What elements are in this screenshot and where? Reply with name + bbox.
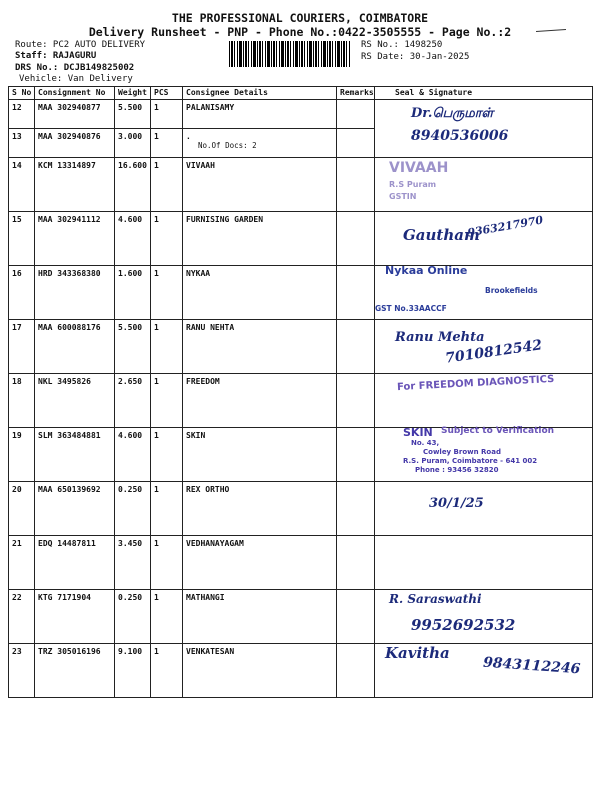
consignment-cell: MAA 650139692 [35, 482, 115, 536]
stamp-text: Cowley Brown Road [423, 448, 501, 456]
runsheet-table [8, 86, 593, 698]
signature-cell [375, 212, 593, 266]
remarks-cell [337, 212, 375, 266]
weight-cell: 3.450 [115, 536, 151, 590]
remarks-cell [337, 320, 375, 374]
stamp-text: For FREEDOM DIAGNOSTICS [396, 373, 555, 394]
consignment-cell: TRZ 305016196 [35, 644, 115, 698]
stamp-text: VIVAAH [389, 160, 449, 176]
col-weight: Weight [115, 87, 151, 100]
handwritten-name: Kavitha [385, 644, 450, 662]
vehicle-label: Vehicle: Van Delivery [19, 74, 133, 84]
handwritten-phone: 8940536006 [411, 128, 509, 144]
weight-cell: 2.650 [115, 374, 151, 428]
sno-cell: 16 [9, 266, 35, 320]
handwritten-phone: 9843112246 [482, 654, 581, 678]
signature-cell [375, 482, 593, 536]
consignment-cell: MAA 302940876 [35, 129, 115, 158]
handwritten-phone: 9952692532 [411, 616, 516, 634]
remarks-cell [337, 374, 375, 428]
pcs-cell: 1 [151, 536, 183, 590]
stamp-text: GST No.33AACCF [375, 304, 447, 313]
sno-cell: 18 [9, 374, 35, 428]
weight-cell: 5.500 [115, 320, 151, 374]
pcs-cell: 1 [151, 428, 183, 482]
consignment-cell: KCM 13314897 [35, 158, 115, 212]
handwritten-name: Dr.பெருமாள் [411, 106, 494, 121]
table-row [9, 536, 593, 590]
rs-number: RS No.: 1498250 [361, 40, 443, 50]
table-row [9, 644, 593, 698]
pcs-cell: 1 [151, 212, 183, 266]
consignee-cell: FURNISING GARDEN [183, 212, 337, 266]
stamp-text: Phone : 93456 32820 [415, 466, 499, 474]
runsheet-subtitle: Delivery Runsheet - PNP - Phone No.:0422-3505555 - Page No.:2 [88, 25, 512, 39]
consignee-dot: . [186, 132, 191, 141]
signature-cell [375, 158, 593, 212]
table-row [9, 320, 593, 374]
weight-cell: 0.250 [115, 482, 151, 536]
remarks-cell [337, 100, 375, 129]
sno-cell: 14 [9, 158, 35, 212]
col-signature: Seal & Signature [375, 87, 593, 100]
pcs-cell: 1 [151, 266, 183, 320]
weight-cell: 0.250 [115, 590, 151, 644]
consignment-cell: SLM 363484881 [35, 428, 115, 482]
consignee-cell: MATHANGI [183, 590, 337, 644]
drs-label: DRS No.: DCJB149825002 [15, 63, 135, 73]
stamp-text: GSTIN [389, 192, 417, 201]
signature-cell [375, 100, 593, 158]
stamp-text: R.S Puram [389, 180, 437, 189]
sno-cell: 23 [9, 644, 35, 698]
pcs-cell: 1 [151, 482, 183, 536]
consignee-cell: FREEDOM [183, 374, 337, 428]
weight-cell: 5.500 [115, 100, 151, 129]
table-row [9, 590, 593, 644]
table-row [9, 482, 593, 536]
staff-label: Staff: RAJAGURU [15, 51, 97, 61]
weight-cell: 3.000 [115, 129, 151, 158]
remarks-cell [337, 590, 375, 644]
stamp-text: Subject to Verification [441, 426, 555, 436]
remarks-cell [337, 482, 375, 536]
consignee-cell: REX ORTHO [183, 482, 337, 536]
remarks-cell [337, 428, 375, 482]
table-row [9, 428, 593, 482]
handwritten-date: 30/1/25 [429, 496, 484, 511]
handwritten-name: Ranu Mehta [395, 330, 485, 345]
consignee-cell [183, 129, 337, 158]
weight-cell: 16.600 [115, 158, 151, 212]
pcs-cell: 1 [151, 320, 183, 374]
stamp-text: Brookefields [485, 286, 538, 295]
pcs-cell: 1 [151, 590, 183, 644]
table-row [9, 374, 593, 428]
table-row [9, 100, 593, 129]
signature-cell [375, 428, 593, 482]
pcs-cell: 1 [151, 100, 183, 129]
stamp-text: Nykaa Online [385, 264, 468, 277]
handwritten-name: R. Saraswathi [389, 592, 482, 606]
consignee-cell: RANU NEHTA [183, 320, 337, 374]
consignment-cell: KTG 7171904 [35, 590, 115, 644]
signature-cell [375, 536, 593, 590]
stamp-text: SKIN [403, 426, 433, 439]
consignee-cell: VIVAAH [183, 158, 337, 212]
consignee-cell: NYKAA [183, 266, 337, 320]
col-consignment: Consignment No [35, 87, 115, 100]
handwritten-phone: 9363217970 [466, 213, 545, 240]
consignment-cell: NKL 3495826 [35, 374, 115, 428]
consignment-cell: MAA 302940877 [35, 100, 115, 129]
signature-cell [375, 374, 593, 428]
sno-cell: 22 [9, 590, 35, 644]
handwritten-phone: 7010812542 [444, 337, 544, 367]
remarks-cell [337, 536, 375, 590]
sno-cell: 19 [9, 428, 35, 482]
col-consignee: Consignee Details [183, 87, 337, 100]
col-pcs: PCS [151, 87, 183, 100]
signature-cell [375, 320, 593, 374]
col-sno: S No [9, 87, 35, 100]
consignee-cell: SKIN [183, 428, 337, 482]
consignee-cell: VEDHANAYAGAM [183, 536, 337, 590]
table-row [9, 266, 593, 320]
remarks-cell [337, 129, 375, 158]
table-row [9, 212, 593, 266]
handwritten-name: Gautham [403, 226, 480, 244]
stamp-text: No. 43, [411, 439, 440, 447]
table-header-row [9, 87, 593, 100]
remarks-cell [337, 644, 375, 698]
company-title: THE PROFESSIONAL COURIERS, COIMBATORE [171, 11, 429, 25]
consignment-cell: EDQ 14487811 [35, 536, 115, 590]
consignment-cell: MAA 302941112 [35, 212, 115, 266]
docs-count: No.Of Docs: 2 [198, 141, 257, 150]
sno-cell: 13 [9, 129, 35, 158]
route-label: Route: PC2 AUTO DELIVERY [15, 40, 146, 50]
pcs-cell: 1 [151, 374, 183, 428]
stamp-text: R.S. Puram, Coimbatore - 641 002 [403, 457, 538, 465]
sno-cell: 21 [9, 536, 35, 590]
weight-cell: 4.600 [115, 212, 151, 266]
weight-cell: 1.600 [115, 266, 151, 320]
consignment-cell: MAA 600088176 [35, 320, 115, 374]
sno-cell: 12 [9, 100, 35, 129]
pcs-cell: 1 [151, 158, 183, 212]
rs-date: RS Date: 30-Jan-2025 [361, 52, 470, 62]
sno-cell: 20 [9, 482, 35, 536]
col-remarks: Remarks [337, 87, 375, 100]
consignment-cell: HRD 343368380 [35, 266, 115, 320]
weight-cell: 4.600 [115, 428, 151, 482]
consignee-cell: PALANISAMY [183, 100, 337, 129]
remarks-cell [337, 158, 375, 212]
sno-cell: 17 [9, 320, 35, 374]
signature-cell [375, 644, 593, 698]
remarks-cell [337, 266, 375, 320]
pcs-cell: 1 [151, 644, 183, 698]
barcode [229, 41, 351, 67]
signature-cell [375, 266, 593, 320]
consignee-cell: VENKATESAN [183, 644, 337, 698]
table-row [9, 158, 593, 212]
signature-cell [375, 590, 593, 644]
sno-cell: 15 [9, 212, 35, 266]
pcs-cell: 1 [151, 129, 183, 158]
weight-cell: 9.100 [115, 644, 151, 698]
